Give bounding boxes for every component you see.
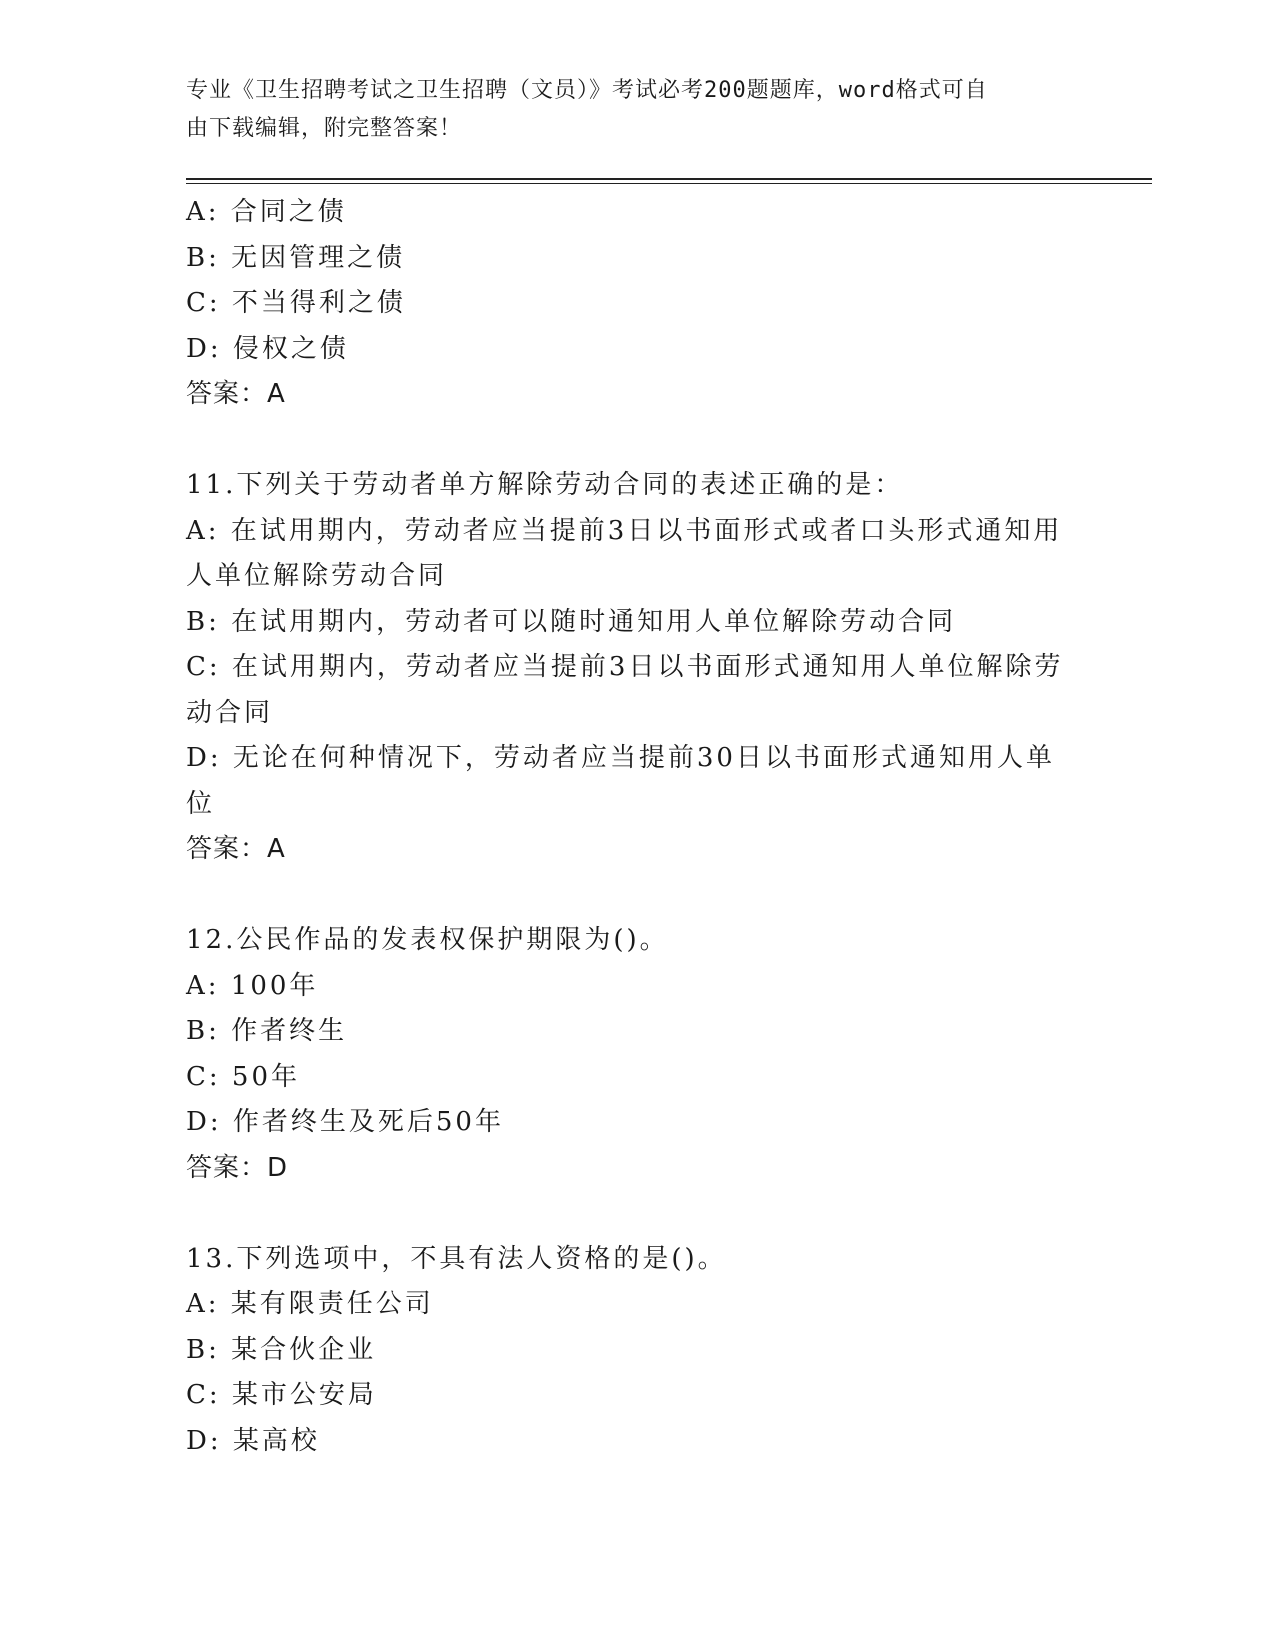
spacer (186, 1191, 1086, 1237)
answer: 答案：D (186, 1152, 289, 1183)
question-11 (186, 463, 1086, 873)
header-divider-thick (186, 178, 1152, 180)
option-a: A: 合同之债 (186, 197, 347, 227)
option-d: D: 作者终生及死后50年 (186, 1107, 504, 1137)
document-header (186, 72, 1086, 148)
option-d: D: 无论在何种情况下，劳动者应当提前30日以书面形式通知用人单 (186, 743, 1055, 773)
option-a: A: 某有限责任公司 (186, 1289, 434, 1319)
option-d-continued: 位 (186, 788, 216, 819)
option-d: D: 某高校 (186, 1425, 320, 1456)
question-text: 12.公民作品的发表权保护期限为()。 (186, 925, 669, 955)
option-c: C: 某市公安局 (186, 1380, 377, 1410)
option-b: B: 在试用期内，劳动者可以随时通知用人单位解除劳动合同 (186, 606, 957, 637)
option-a-continued: 人单位解除劳动合同 (186, 561, 448, 591)
question-text: 11.下列关于劳动者单方解除劳动合同的表述正确的是： (186, 470, 904, 500)
option-d: D: 侵权之债 (186, 333, 349, 364)
option-a: A: 在试用期内，劳动者应当提前3日以书面形式或者口头形式通知用 (186, 515, 1063, 546)
option-b: B: 作者终生 (186, 1016, 348, 1046)
option-a: A: 100年 (186, 970, 319, 1001)
question-12 (186, 918, 1086, 1191)
answer: 答案：A (186, 834, 286, 864)
question-list (186, 190, 1086, 1464)
answer: 答案：A (186, 379, 286, 409)
option-c-continued: 动合同 (186, 697, 274, 728)
option-b: B: 某合伙企业 (186, 1334, 377, 1365)
header-line-1: 专业《卫生招聘考试之卫生招聘（文员）》考试必考200题题库，word格式可自 (186, 78, 988, 103)
option-c: C: 在试用期内，劳动者应当提前3日以书面形式通知用人单位解除劳 (186, 652, 1064, 682)
question-text: 13.下列选项中，不具有法人资格的是()。 (186, 1243, 727, 1274)
option-b: B: 无因管理之债 (186, 242, 406, 273)
question-13 (186, 1237, 1086, 1465)
header-divider-thin (186, 183, 1152, 184)
question-10 (186, 190, 1086, 418)
option-c: C: 不当得利之债 (186, 288, 406, 318)
spacer (186, 418, 1086, 464)
spacer (186, 873, 1086, 919)
header-line-2: 由下载编辑，附完整答案！ (186, 116, 463, 141)
option-c: C: 50年 (186, 1061, 301, 1092)
